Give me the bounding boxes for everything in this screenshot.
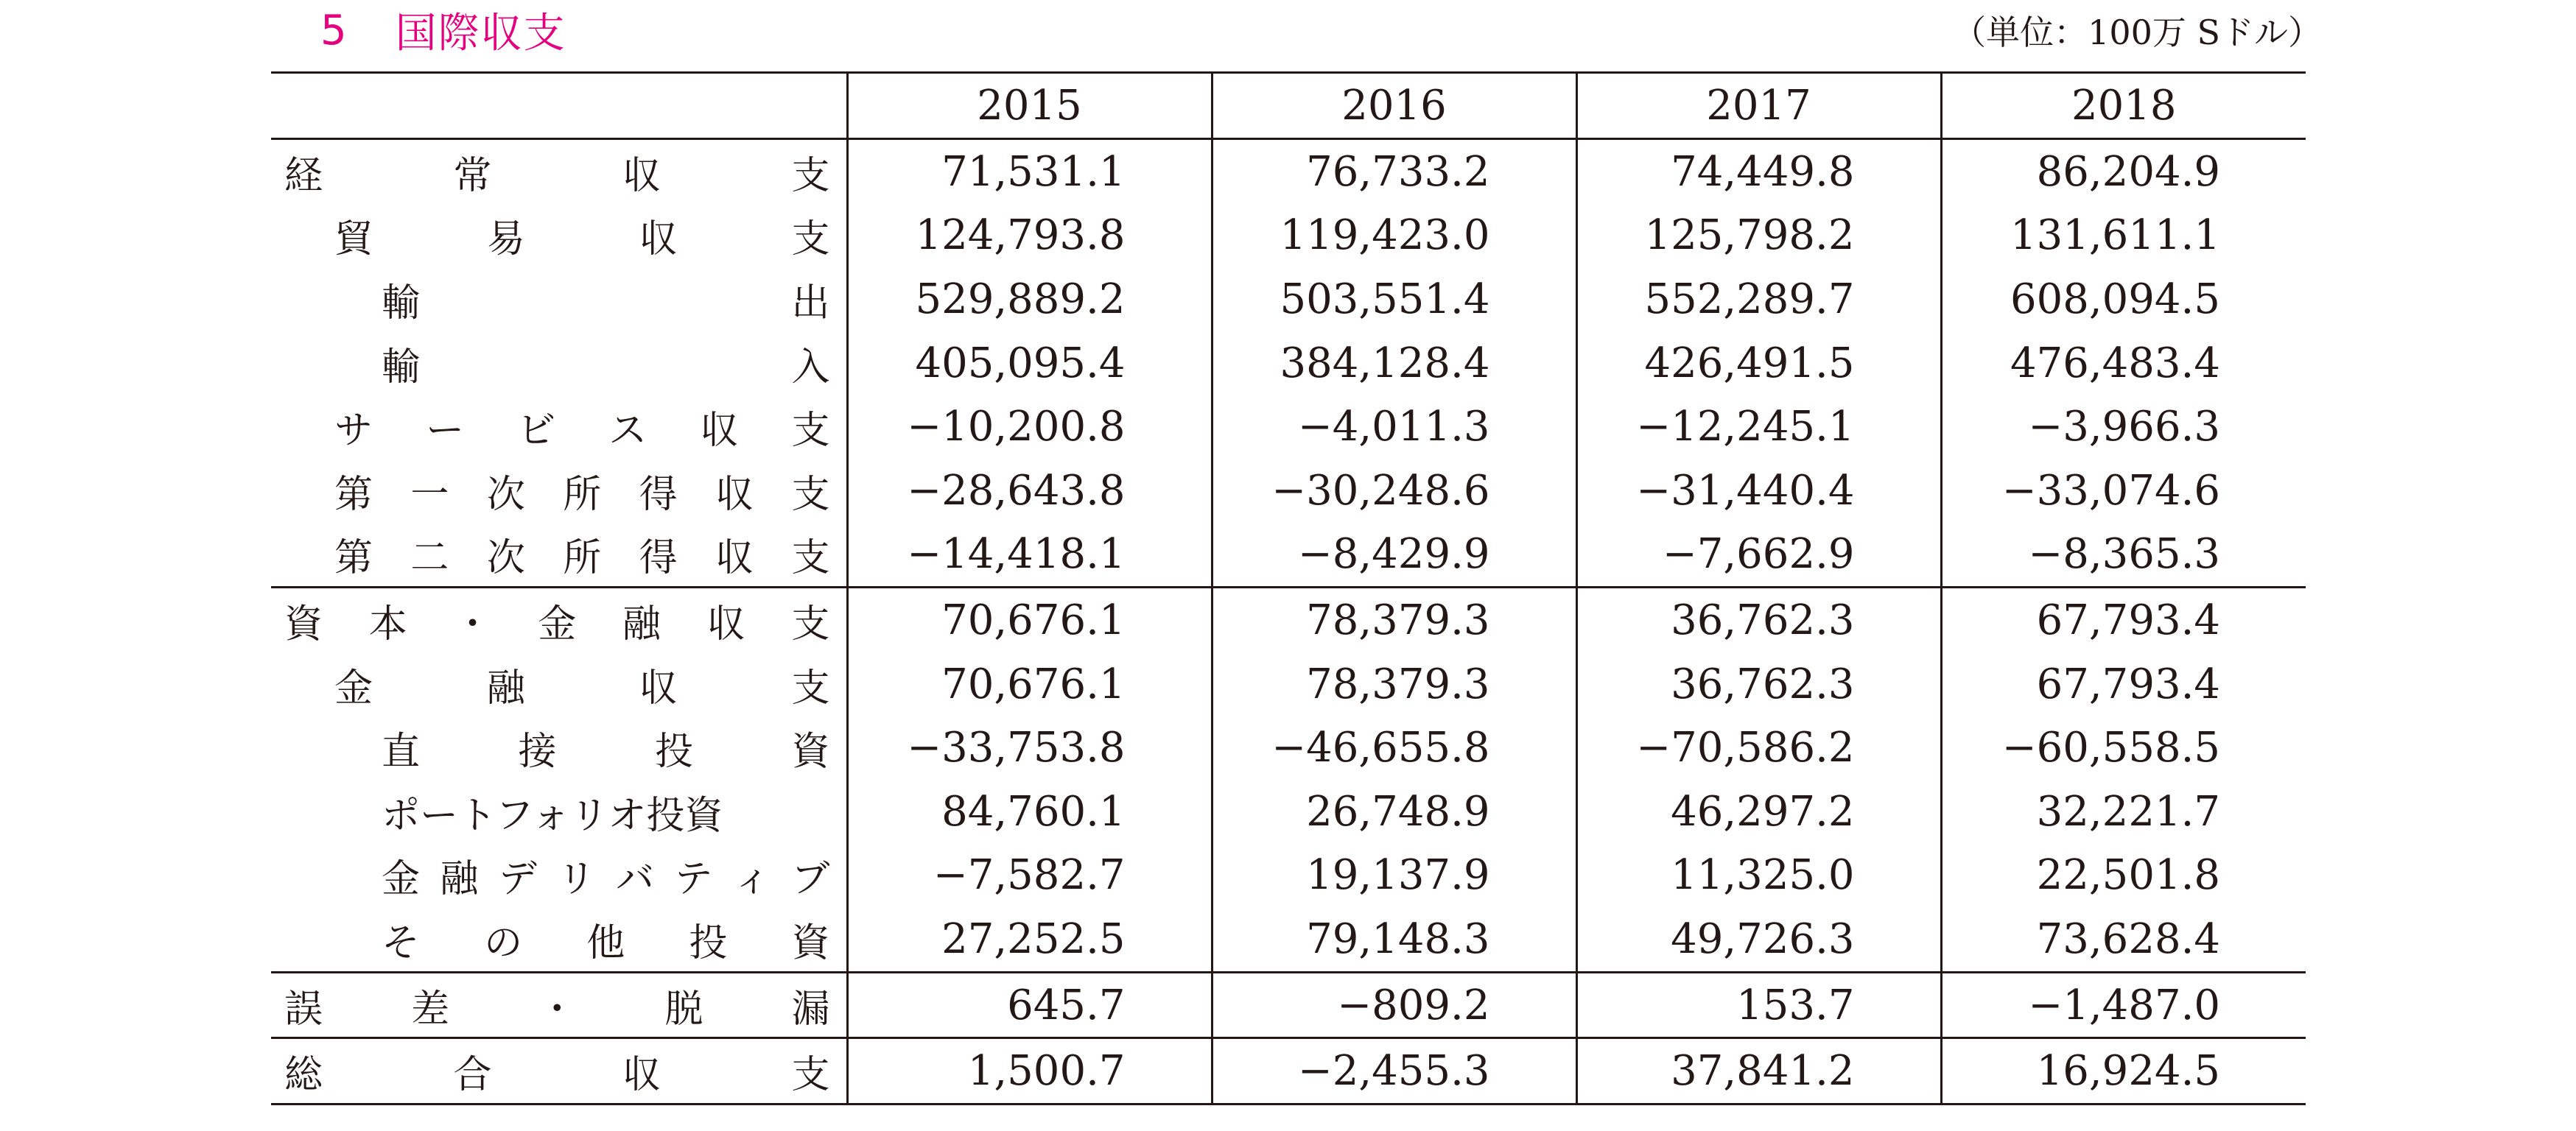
label-char: 接 <box>518 730 557 775</box>
row-label-text <box>382 272 830 327</box>
value-cell: 19,137.9 <box>1212 844 1576 908</box>
row-label <box>271 331 847 395</box>
row-label-text <box>382 784 830 839</box>
label-char: 収 <box>639 217 678 262</box>
label-char: 輸 <box>382 345 421 390</box>
header-item <box>271 73 847 139</box>
value-cell: 1,500.7 <box>847 1038 1212 1104</box>
table-row <box>271 395 2306 459</box>
value-cell: 384,128.4 <box>1212 331 1576 395</box>
label-char: 総 <box>284 1053 323 1098</box>
label-char: ・ <box>453 602 492 646</box>
label-char: 支 <box>791 472 830 517</box>
row-label-text <box>334 208 830 263</box>
value-cell: 84,760.1 <box>847 780 1212 844</box>
label-char: リ <box>557 857 596 902</box>
value-cell: 79,148.3 <box>1212 907 1576 972</box>
label-char: 入 <box>791 345 830 390</box>
label-char: 金 <box>382 857 421 902</box>
value-cell: 131,611.1 <box>1941 204 2306 268</box>
label-char: 金 <box>538 602 577 646</box>
label-char: ・ <box>538 987 577 1032</box>
label-char: 収 <box>715 472 754 517</box>
value-cell: 37,841.2 <box>1576 1038 1941 1104</box>
value-cell: 46,297.2 <box>1576 780 1941 844</box>
label-char: そ <box>382 920 421 965</box>
label-char: 支 <box>791 1053 830 1098</box>
label-char: 漏 <box>791 987 830 1032</box>
label-char: 二 <box>410 536 449 581</box>
label-char: 支 <box>791 536 830 581</box>
value-cell: 645.7 <box>847 972 1212 1038</box>
label-char: 支 <box>791 217 830 262</box>
label-char: 一 <box>410 472 449 517</box>
value-cell: −30,248.6 <box>1212 459 1576 523</box>
row-label-text <box>334 399 830 454</box>
label-char: ブ <box>791 857 830 902</box>
label-char: 得 <box>639 536 678 581</box>
table-row <box>271 907 2306 972</box>
value-cell: 73,628.4 <box>1941 907 2306 972</box>
value-cell: 70,676.1 <box>847 652 1212 716</box>
value-cell: 529,889.2 <box>847 267 1212 331</box>
label-char: ビ <box>517 409 556 454</box>
label-char: 収 <box>639 666 678 711</box>
value-cell: −3,966.3 <box>1941 395 2306 459</box>
value-cell: −70,586.2 <box>1576 716 1941 780</box>
label-char: 収 <box>715 536 754 581</box>
value-cell: −809.2 <box>1212 972 1576 1038</box>
table-row <box>271 459 2306 523</box>
header-year: 2015 <box>847 73 1212 139</box>
row-label-text <box>382 912 830 967</box>
value-cell: 86,204.9 <box>1941 139 2306 204</box>
label-char: 合 <box>453 1053 492 1098</box>
row-label-text <box>382 720 830 775</box>
label-char: の <box>484 920 523 965</box>
label-char: 輸 <box>382 281 421 325</box>
label-char: 支 <box>791 602 830 646</box>
value-cell: 36,762.3 <box>1576 652 1941 716</box>
row-label-text <box>382 336 830 391</box>
label-char: 易 <box>486 217 525 262</box>
label-char: 第 <box>334 536 373 581</box>
table-row <box>271 588 2306 652</box>
row-label <box>271 395 847 459</box>
row-label-text <box>284 144 830 200</box>
value-cell: 125,798.2 <box>1576 204 1941 268</box>
value-cell: 67,793.4 <box>1941 652 2306 716</box>
label-char: 収 <box>700 409 739 454</box>
value-cell: 71,531.1 <box>847 139 1212 204</box>
label-char: サ <box>334 409 373 454</box>
value-cell: −60,558.5 <box>1941 716 2306 780</box>
label-char: 誤 <box>284 987 323 1032</box>
value-cell: 36,762.3 <box>1576 588 1941 652</box>
label-char: 金 <box>334 666 373 711</box>
label-char: ー <box>426 409 465 454</box>
value-cell: 78,379.3 <box>1212 588 1576 652</box>
label-char: 本 <box>368 602 407 646</box>
row-label <box>271 844 847 908</box>
row-label-text <box>334 463 830 518</box>
value-cell: −7,662.9 <box>1576 523 1941 588</box>
label-char: 融 <box>486 666 525 711</box>
value-cell: −33,753.8 <box>847 716 1212 780</box>
label-char: テ <box>674 857 713 902</box>
value-cell: −2,455.3 <box>1212 1038 1576 1104</box>
value-cell: 76,733.2 <box>1212 139 1576 204</box>
value-cell: 608,094.5 <box>1941 267 2306 331</box>
value-cell: −28,643.8 <box>847 459 1212 523</box>
row-label <box>271 139 847 204</box>
row-label-text <box>334 657 830 712</box>
label-char: ス <box>608 409 647 454</box>
label-char: ポートフォリオ投資 <box>382 793 723 838</box>
label-char: 支 <box>791 409 830 454</box>
value-cell: 552,289.7 <box>1576 267 1941 331</box>
value-cell: −46,655.8 <box>1212 716 1576 780</box>
section-title-text: 国際収支 <box>395 10 566 57</box>
row-label <box>271 588 847 652</box>
value-cell: 27,252.5 <box>847 907 1212 972</box>
header-year: 2016 <box>1212 73 1576 139</box>
label-char: 次 <box>486 536 525 581</box>
value-cell: 22,501.8 <box>1941 844 2306 908</box>
row-label <box>271 907 847 972</box>
value-cell: 153.7 <box>1576 972 1941 1038</box>
label-char: 収 <box>622 1053 661 1098</box>
value-cell: −31,440.4 <box>1576 459 1941 523</box>
label-char: 出 <box>791 281 830 325</box>
table-row <box>271 780 2306 844</box>
label-char: 得 <box>639 472 678 517</box>
section-title <box>320 0 566 60</box>
row-label <box>271 652 847 716</box>
value-cell: 124,793.8 <box>847 204 1212 268</box>
label-char: 第 <box>334 472 373 517</box>
value-cell: 74,449.8 <box>1576 139 1941 204</box>
value-cell: −8,429.9 <box>1212 523 1576 588</box>
label-char: 経 <box>284 153 323 198</box>
value-cell: −33,074.6 <box>1941 459 2306 523</box>
row-label-text <box>284 978 830 1033</box>
label-char: 直 <box>382 730 421 775</box>
value-cell: 503,551.4 <box>1212 267 1576 331</box>
label-char: 資 <box>791 730 830 775</box>
value-cell: 119,423.0 <box>1212 204 1576 268</box>
value-cell: 26,748.9 <box>1212 780 1576 844</box>
label-char: 投 <box>654 730 693 775</box>
unit-note: （単位：100万 Sドル） <box>1952 13 2322 52</box>
label-char: 収 <box>706 602 745 646</box>
label-char: 脱 <box>664 987 703 1032</box>
row-label <box>271 780 847 844</box>
row-label <box>271 972 847 1038</box>
table-row <box>271 652 2306 716</box>
value-cell: 476,483.4 <box>1941 331 2306 395</box>
value-cell: 78,379.3 <box>1212 652 1576 716</box>
label-char: 支 <box>791 666 830 711</box>
label-char: 支 <box>791 153 830 198</box>
table-row <box>271 1038 2306 1104</box>
value-cell: −10,200.8 <box>847 395 1212 459</box>
value-cell: 16,924.5 <box>1941 1038 2306 1104</box>
label-char: 融 <box>622 602 661 646</box>
value-cell: 405,095.4 <box>847 331 1212 395</box>
label-char: 収 <box>622 153 661 198</box>
table-row <box>271 267 2306 331</box>
row-label <box>271 204 847 268</box>
value-cell: 67,793.4 <box>1941 588 2306 652</box>
value-cell: −14,418.1 <box>847 523 1212 588</box>
value-cell: −7,582.7 <box>847 844 1212 908</box>
value-cell: −1,487.0 <box>1941 972 2306 1038</box>
row-label <box>271 459 847 523</box>
value-cell: 32,221.7 <box>1941 780 2306 844</box>
row-label-text <box>284 593 830 648</box>
row-label <box>271 1038 847 1104</box>
value-cell: 70,676.1 <box>847 588 1212 652</box>
label-char: 資 <box>284 602 323 646</box>
label-char: 投 <box>689 920 728 965</box>
table-row <box>271 139 2306 204</box>
label-char: 次 <box>486 472 525 517</box>
label-char: バ <box>615 857 654 902</box>
header-year: 2018 <box>1941 73 2306 139</box>
value-cell: 49,726.3 <box>1576 907 1941 972</box>
row-label-text <box>334 526 830 582</box>
row-label-text <box>382 848 830 903</box>
table-row <box>271 204 2306 268</box>
label-char: ィ <box>732 857 771 902</box>
value-cell: −12,245.1 <box>1576 395 1941 459</box>
value-cell: −8,365.3 <box>1941 523 2306 588</box>
label-char: 差 <box>411 987 450 1032</box>
label-char: 所 <box>563 536 602 581</box>
row-label <box>271 716 847 780</box>
label-char: 融 <box>440 857 479 902</box>
label-char: 貿 <box>334 217 373 262</box>
table-row <box>271 331 2306 395</box>
row-label <box>271 523 847 588</box>
table-row <box>271 972 2306 1038</box>
value-cell: −4,011.3 <box>1212 395 1576 459</box>
balance-of-payments-table <box>271 71 2306 1105</box>
row-label-text <box>284 1043 830 1099</box>
table-row <box>271 523 2306 588</box>
value-cell: 11,325.0 <box>1576 844 1941 908</box>
label-char: デ <box>498 857 537 902</box>
label-char: 他 <box>586 920 625 965</box>
label-char: 資 <box>791 920 830 965</box>
table-body <box>271 139 2306 1104</box>
row-label <box>271 267 847 331</box>
header-year: 2017 <box>1576 73 1941 139</box>
table-row <box>271 716 2306 780</box>
value-cell: 426,491.5 <box>1576 331 1941 395</box>
section-number: 5 <box>320 6 348 54</box>
label-char: 常 <box>453 153 492 198</box>
header-row <box>271 73 2306 139</box>
label-char: 所 <box>563 472 602 517</box>
table-row <box>271 844 2306 908</box>
